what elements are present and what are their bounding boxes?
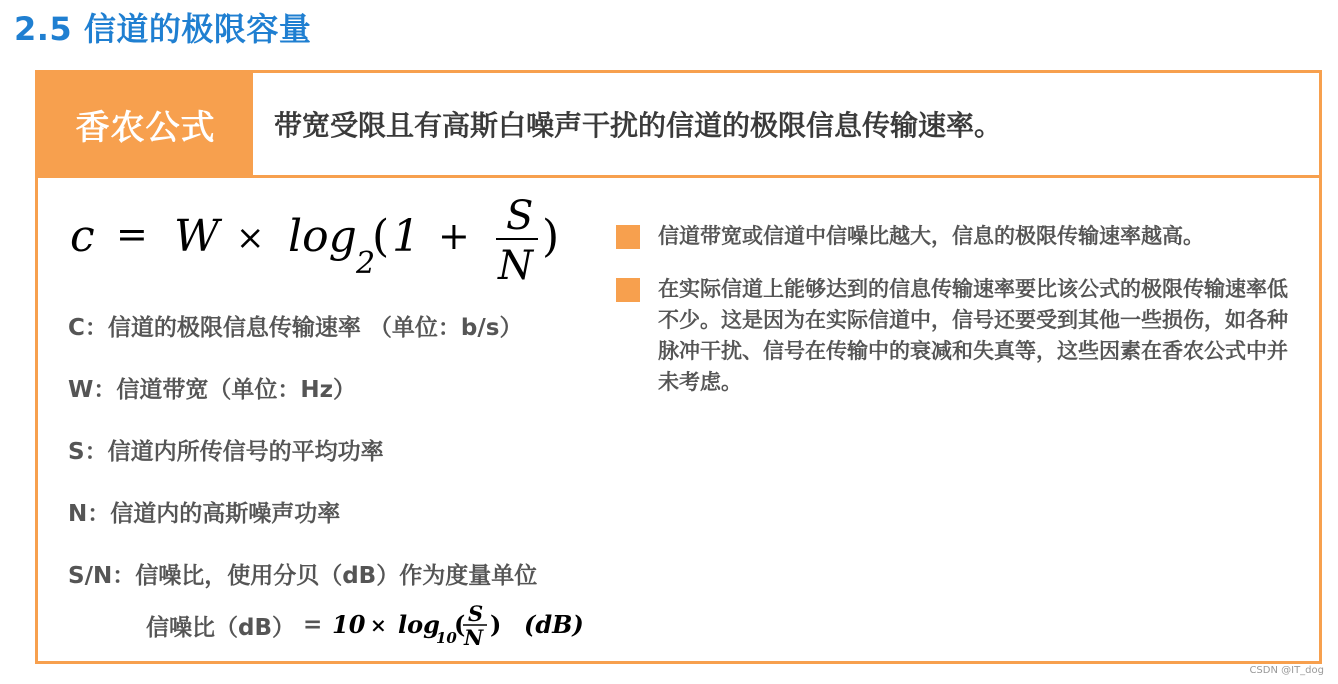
formula-numerator: S [506,193,534,239]
square-bullet-icon [616,225,640,249]
formula-close-paren: ) [542,211,560,262]
db-formula-unit: (dB) [524,610,585,639]
db-formula-log-base: 10 [436,629,458,647]
db-formula-close-paren: ) [490,610,502,639]
note-text: 信道带宽或信道中信噪比越大，信息的极限传输速率越高。 [658,224,1204,248]
shannon-formula-svg [66,193,586,289]
page-title: 2.5 信道的极限容量 [14,10,312,48]
note-item [616,274,1306,398]
db-formula-numerator: S [468,603,484,626]
formula-log: log [288,211,357,262]
shannon-formula [66,193,586,289]
formula-one: 1 [392,211,420,262]
formula-times: × [236,218,265,258]
db-formula [332,603,592,647]
definition-c: C：信道的极限信息传输速率 （单位：b/s） [68,315,523,341]
db-formula-equals: = [303,612,323,638]
formula-denominator: N [498,243,533,289]
note-item [616,221,1306,252]
definition-s: S：信道内所传信号的平均功率 [68,439,384,465]
db-formula-log: log [398,610,441,639]
formula-w: W [174,211,220,262]
definition-n: N：信道内的高斯噪声功率 [68,501,341,527]
db-formula-label: 信噪比（dB） [146,614,295,641]
section-description: 带宽受限且有高斯白噪声干扰的信道的极限信息传输速率。 [274,109,1003,142]
note-text: 在实际信道上能够达到的信息传输速率要比该公式的极限传输速率低不少。这是因为在实际信道中，信号还要受到其他一些损伤，如各种脉冲干扰、信号在传输中的衰减和失真等，这些因素在香农公式中并未考虑。 [658,277,1288,394]
definition-list [68,309,648,619]
db-formula-times: × [370,613,388,637]
db-formula-denominator: N [464,625,484,647]
formula-open-paren: ( [372,211,390,262]
header-divider [38,175,1319,178]
shannon-formula-box [35,70,1322,664]
section-tag: 香农公式 [38,73,253,175]
definition-w: W：信道带宽（单位：Hz） [68,377,357,403]
formula-plus: + [438,214,470,258]
db-formula-open-paren: ( [454,610,466,639]
definition-snr: S/N：信噪比，使用分贝（dB）作为度量单位 [68,563,538,589]
square-bullet-icon [616,278,640,302]
formula-log-base: 2 [356,246,376,281]
db-formula-line [146,603,592,647]
formula-c: c [70,211,95,262]
formula-equals: = [116,212,148,256]
watermark: CSDN @IT_dog [1249,665,1324,676]
db-formula-ten: 10 [332,610,366,639]
db-formula-svg [332,603,592,647]
notes-list [616,221,1306,420]
